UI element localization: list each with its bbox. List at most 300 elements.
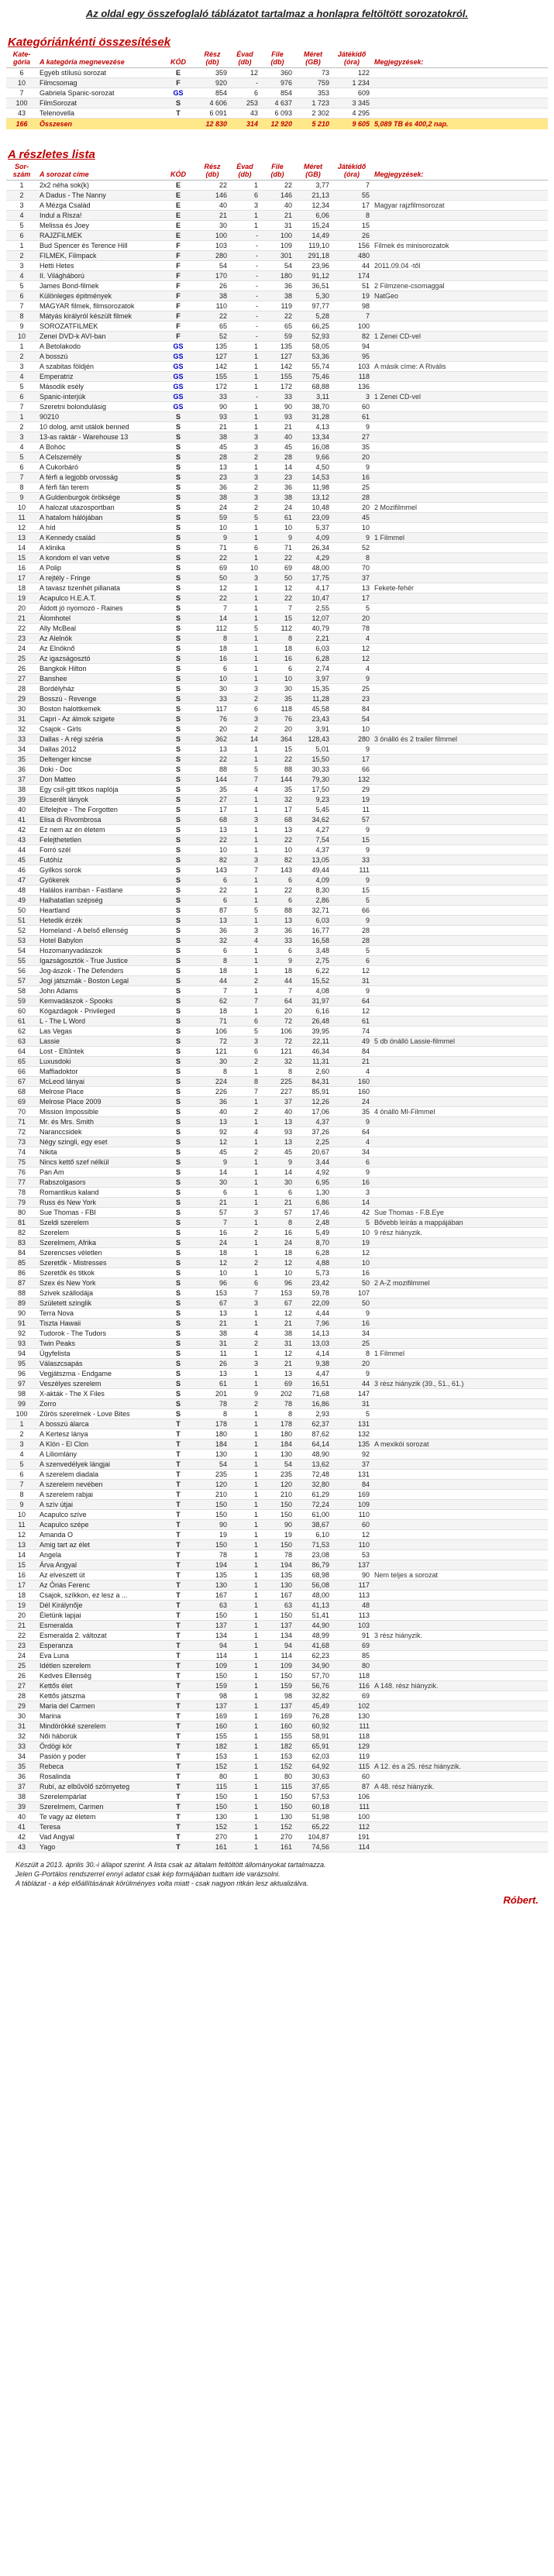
episodes-cell: 32	[195, 936, 229, 946]
seasons-cell: 1	[229, 1621, 260, 1631]
runtime-hours-cell: 12	[332, 1530, 372, 1540]
code-cell: S	[161, 674, 195, 684]
category-row	[6, 68, 548, 78]
code-cell: T	[161, 1671, 195, 1681]
runtime-hours-cell: 25	[332, 1339, 372, 1349]
files-cell: 78	[260, 1550, 294, 1560]
code-cell: S	[161, 1339, 195, 1349]
row-number-cell: 15	[6, 1560, 37, 1570]
episodes-cell: 54	[195, 261, 229, 271]
runtime-hours-cell: 131	[332, 1419, 372, 1429]
series-row	[6, 382, 548, 392]
seasons-cell: 2	[229, 1107, 260, 1117]
size-gb-cell: 30,63	[294, 1772, 332, 1782]
series-row	[6, 483, 548, 493]
remarks-cell	[372, 442, 548, 452]
remarks-cell	[372, 1721, 548, 1732]
series-title-cell: Twin Peaks	[37, 1339, 161, 1349]
remarks-cell: Magyar rajzfilmsorozat	[372, 201, 548, 211]
series-row	[6, 1671, 548, 1681]
size-gb-cell: 51,98	[294, 1812, 332, 1822]
row-number-cell: 8	[6, 483, 37, 493]
episodes-cell: 134	[195, 1631, 229, 1641]
size-gb-cell: 17,75	[294, 573, 332, 583]
files-cell: 142	[260, 362, 294, 372]
size-gb-cell: 16,77	[294, 926, 332, 936]
series-row	[6, 1419, 548, 1429]
code-cell: T	[161, 1732, 195, 1742]
files-cell: 13	[260, 1369, 294, 1379]
code-cell: S	[161, 1379, 195, 1389]
row-number-cell: 37	[6, 775, 37, 785]
episodes-cell: 21	[195, 1198, 229, 1208]
code-cell: S	[161, 724, 195, 734]
code-cell: S	[161, 422, 195, 432]
seasons-cell: 1	[229, 1832, 260, 1842]
files-cell: 72	[260, 1037, 294, 1047]
files-cell: 50	[260, 573, 294, 583]
code-cell: S	[161, 483, 195, 493]
row-number-cell: 99	[6, 1399, 37, 1409]
code-cell: S	[161, 1389, 195, 1399]
episodes-cell: 71	[195, 1016, 229, 1027]
episodes-cell: 52	[195, 332, 229, 342]
remarks-cell	[372, 311, 548, 322]
size-gb-cell: 5,73	[294, 1268, 332, 1278]
row-number-cell: 19	[6, 1601, 37, 1611]
series-title-cell: Kógazdagok - Privileged	[37, 1006, 161, 1016]
code-cell: S	[161, 543, 195, 553]
runtime-hours-cell: 3 345	[332, 98, 372, 108]
series-row	[6, 342, 548, 352]
episodes-cell: 22	[195, 886, 229, 896]
size-gb-cell: 5,28	[294, 311, 332, 322]
code-cell: T	[161, 1762, 195, 1772]
seasons-cell: 1	[229, 1117, 260, 1127]
remarks-cell	[372, 1822, 548, 1832]
row-number-cell: 67	[6, 1077, 37, 1087]
series-title-cell: A bosszú	[37, 352, 161, 362]
series-title-cell: Terra Nova	[37, 1309, 161, 1319]
series-row	[6, 694, 548, 704]
size-gb-cell: 41,13	[294, 1601, 332, 1611]
series-row	[6, 1530, 548, 1540]
size-gb-cell: 6,06	[294, 211, 332, 221]
remarks-cell	[372, 986, 548, 996]
remarks-cell	[372, 694, 548, 704]
size-gb-cell: 3,11	[294, 392, 332, 402]
code-cell: S	[161, 694, 195, 704]
code-cell: S	[161, 1137, 195, 1147]
series-row	[6, 865, 548, 875]
code-cell: S	[161, 98, 195, 108]
runtime-hours-cell: 66	[332, 765, 372, 775]
row-number-cell: 50	[6, 906, 37, 916]
series-row	[6, 745, 548, 755]
series-row	[6, 1691, 548, 1701]
remarks-cell	[372, 976, 548, 986]
row-number-cell: 96	[6, 1369, 37, 1379]
row-number-cell: 100	[6, 1409, 37, 1419]
seasons-cell: -	[229, 322, 260, 332]
series-title-cell: Szeretni bolondulásig	[37, 402, 161, 412]
code-cell: E	[161, 231, 195, 241]
files-cell: 72	[260, 1016, 294, 1027]
episodes-cell: 109	[195, 1661, 229, 1671]
series-title-cell: Don Matteo	[37, 775, 161, 785]
series-title-cell: Ördögi kör	[37, 1742, 161, 1752]
series-row	[6, 1480, 548, 1490]
remarks-cell: NatGeo	[372, 291, 548, 301]
series-row	[6, 352, 548, 362]
files-cell: 146	[260, 191, 294, 201]
episodes-cell: 40	[195, 1107, 229, 1117]
episodes-cell: 12	[195, 1258, 229, 1268]
seasons-cell: 2	[229, 483, 260, 493]
size-gb-cell: 15,24	[294, 221, 332, 231]
files-cell: 21	[260, 1359, 294, 1369]
series-title-cell: Melrose Place	[37, 1087, 161, 1097]
series-row	[6, 1228, 548, 1238]
series-title-cell: Szerelempárlat	[37, 1792, 161, 1802]
row-number-cell: 6	[6, 291, 37, 301]
series-row	[6, 1067, 548, 1077]
files-cell: 90	[260, 1520, 294, 1530]
size-gb-cell: 60,18	[294, 1802, 332, 1812]
runtime-hours-cell: 131	[332, 1470, 372, 1480]
row-number-cell: 42	[6, 1832, 37, 1842]
remarks-cell	[372, 553, 548, 563]
remarks-cell	[372, 563, 548, 573]
runtime-hours-cell: 8	[332, 1349, 372, 1359]
files-cell: 153	[260, 1288, 294, 1298]
runtime-hours-cell: 9	[332, 825, 372, 835]
episodes-cell: 45	[195, 442, 229, 452]
size-gb-cell: 5,30	[294, 291, 332, 301]
row-number-cell: 10	[6, 1510, 37, 1520]
size-gb-cell: 9,66	[294, 452, 332, 463]
code-cell: S	[161, 996, 195, 1006]
remarks-cell	[372, 855, 548, 865]
column-header-seasons: Évad (db)	[229, 50, 260, 68]
seasons-cell: 1	[229, 1097, 260, 1107]
size-gb-cell: 37,26	[294, 1127, 332, 1137]
runtime-hours-cell: 4	[332, 1067, 372, 1077]
remarks-cell	[372, 1591, 548, 1601]
series-title-cell: A Betolakodo	[37, 342, 161, 352]
code-cell: T	[161, 1611, 195, 1621]
code-cell: E	[161, 191, 195, 201]
signature: Róbert.	[503, 1894, 539, 1906]
series-title-cell: Rubí, az elbűvölő szörnyeteg	[37, 1782, 161, 1792]
files-cell: 854	[260, 88, 294, 98]
episodes-cell: 87	[195, 906, 229, 916]
runtime-hours-cell: 84	[332, 1480, 372, 1490]
row-number-cell: 59	[6, 996, 37, 1006]
episodes-cell: 54	[195, 1460, 229, 1470]
seasons-cell: 1	[229, 1460, 260, 1470]
size-gb-cell: 2,93	[294, 1409, 332, 1419]
row-number-cell: 54	[6, 946, 37, 956]
files-cell: 54	[260, 261, 294, 271]
series-title-cell: Veszélyes szerelem	[37, 1379, 161, 1389]
row-number-cell: 69	[6, 1097, 37, 1107]
code-cell: F	[161, 261, 195, 271]
runtime-hours-cell: 9	[332, 533, 372, 543]
files-cell: 130	[260, 1812, 294, 1822]
row-number-cell: 32	[6, 1732, 37, 1742]
size-gb-cell: 84,31	[294, 1077, 332, 1087]
episodes-cell: 26	[195, 1359, 229, 1369]
runtime-hours-cell: 169	[332, 1490, 372, 1500]
code-cell: S	[161, 805, 195, 815]
files-cell: 8	[260, 1218, 294, 1228]
code-cell: S	[161, 714, 195, 724]
size-gb-cell: 14,49	[294, 231, 332, 241]
runtime-hours-cell: 31	[332, 1399, 372, 1409]
series-title-cell: Mr. és Mrs. Smith	[37, 1117, 161, 1127]
remarks-cell: A mexikói sorozat	[372, 1439, 548, 1450]
series-title-cell: Szeretők és titkok	[37, 1268, 161, 1278]
size-gb-cell: 51,41	[294, 1611, 332, 1621]
episodes-cell: 137	[195, 1621, 229, 1631]
remarks-cell	[372, 946, 548, 956]
remarks-cell	[372, 372, 548, 382]
size-gb-cell: 2,21	[294, 634, 332, 644]
size-gb-cell: 26,48	[294, 1016, 332, 1027]
runtime-hours-cell: 5	[332, 1218, 372, 1228]
remarks-cell	[372, 896, 548, 906]
seasons-cell: 1	[229, 614, 260, 624]
row-number-cell: 49	[6, 896, 37, 906]
episodes-cell: 33	[195, 694, 229, 704]
row-number-cell: 12	[6, 1530, 37, 1540]
remarks-cell	[372, 1641, 548, 1651]
series-row	[6, 1721, 548, 1732]
remarks-cell	[372, 422, 548, 432]
files-cell: 22	[260, 755, 294, 765]
series-title-cell: Nincs kettő szef nélkül	[37, 1157, 161, 1168]
files-cell: 227	[260, 1087, 294, 1097]
runtime-hours-cell: 91	[332, 1631, 372, 1641]
row-number-cell: 5	[6, 1460, 37, 1470]
series-row	[6, 1006, 548, 1016]
runtime-hours-cell: 111	[332, 1802, 372, 1812]
runtime-hours-cell: 8	[332, 211, 372, 221]
series-row	[6, 191, 548, 201]
seasons-cell: 7	[229, 1087, 260, 1097]
row-number-cell: 5	[6, 382, 37, 392]
category-table-header	[6, 50, 548, 68]
files-cell: 63	[260, 1601, 294, 1611]
seasons-cell: 1	[229, 342, 260, 352]
runtime-hours-cell: 100	[332, 322, 372, 332]
episodes-cell: 153	[195, 1752, 229, 1762]
code-cell: S	[161, 583, 195, 593]
runtime-hours-cell: 15	[332, 886, 372, 896]
row-number-cell: 68	[6, 1087, 37, 1097]
remarks-cell	[372, 1732, 548, 1742]
episodes-cell: 78	[195, 1550, 229, 1560]
files-cell: 35	[260, 694, 294, 704]
row-number-cell: 95	[6, 1359, 37, 1369]
size-gb-cell: 68,88	[294, 382, 332, 392]
episodes-cell: 36	[195, 1097, 229, 1107]
row-number-cell: 28	[6, 684, 37, 694]
series-title-cell: Szex és New York	[37, 1278, 161, 1288]
remarks-cell	[372, 664, 548, 674]
files-cell: 270	[260, 1832, 294, 1842]
row-number-cell: 52	[6, 926, 37, 936]
runtime-hours-cell: 7	[332, 181, 372, 191]
category-row	[6, 88, 548, 98]
row-number-cell: 38	[6, 785, 37, 795]
series-title-cell: Las Vegas	[37, 1027, 161, 1037]
episodes-cell: 16	[195, 1228, 229, 1238]
code-cell: S	[161, 1067, 195, 1077]
series-row	[6, 1319, 548, 1329]
row-number-cell: 42	[6, 825, 37, 835]
remarks-cell	[372, 1550, 548, 1560]
size-gb-cell: 3,91	[294, 724, 332, 734]
runtime-hours-cell: 20	[332, 452, 372, 463]
seasons-cell: 1	[229, 1742, 260, 1752]
size-gb-cell: 13,03	[294, 1339, 332, 1349]
remarks-cell	[372, 1157, 548, 1168]
series-title-cell: Zorro	[37, 1399, 161, 1409]
series-title-cell: Maffiadoktor	[37, 1067, 161, 1077]
series-title-cell: Ally McBeal	[37, 624, 161, 634]
seasons-cell: 1	[229, 593, 260, 604]
episodes-cell: 155	[195, 1732, 229, 1742]
runtime-hours-cell: 45	[332, 513, 372, 523]
files-cell: 35	[260, 785, 294, 795]
runtime-hours-cell: 191	[332, 1832, 372, 1842]
seasons-cell: 1	[229, 805, 260, 815]
code-cell: S	[161, 1027, 195, 1037]
files-cell: 68	[260, 815, 294, 825]
seasons-cell: 3	[229, 201, 260, 211]
seasons-cell: 6	[229, 1278, 260, 1288]
episodes-cell: 11	[195, 1349, 229, 1359]
column-header-code: KÓD	[161, 163, 195, 181]
remarks-cell	[372, 875, 548, 886]
row-number-cell: 27	[6, 674, 37, 684]
seasons-cell: 2	[229, 694, 260, 704]
total-remarks-cell: 5,089 TB és 400,2 nap.	[372, 119, 548, 130]
code-cell: S	[161, 815, 195, 825]
series-title-cell: Vad Angyal	[37, 1832, 161, 1842]
size-gb-cell: 13,12	[294, 493, 332, 503]
code-cell: T	[161, 1530, 195, 1540]
series-row	[6, 1037, 548, 1047]
series-row	[6, 1661, 548, 1671]
runtime-hours-cell: 156	[332, 241, 372, 251]
episodes-cell: 38	[195, 432, 229, 442]
runtime-hours-cell: 113	[332, 1611, 372, 1621]
series-title-cell: A Klón - El Clon	[37, 1439, 161, 1450]
files-cell: 135	[260, 342, 294, 352]
remarks-cell	[372, 452, 548, 463]
series-title-cell: Szerelem	[37, 1228, 161, 1238]
files-cell: 152	[260, 1762, 294, 1772]
series-row	[6, 1329, 548, 1339]
code-cell: F	[161, 291, 195, 301]
seasons-cell: 3	[229, 1298, 260, 1309]
series-row	[6, 634, 548, 644]
code-cell: T	[161, 1591, 195, 1601]
seasons-cell: 3	[229, 473, 260, 483]
runtime-hours-cell: 118	[332, 1732, 372, 1742]
episodes-cell: 27	[195, 795, 229, 805]
size-gb-cell: 2,75	[294, 956, 332, 966]
series-title-cell: A szerelem rabjai	[37, 1490, 161, 1500]
seasons-cell: 3	[229, 1037, 260, 1047]
series-row	[6, 644, 548, 654]
remarks-cell	[372, 604, 548, 614]
runtime-hours-cell: 4	[332, 664, 372, 674]
series-row	[6, 211, 548, 221]
seasons-cell: 2	[229, 1339, 260, 1349]
size-gb-cell: 4,37	[294, 1117, 332, 1127]
runtime-hours-cell: 10	[332, 1228, 372, 1238]
episodes-cell: 10	[195, 523, 229, 533]
runtime-hours-cell: 111	[332, 865, 372, 875]
size-gb-cell: 85,91	[294, 1087, 332, 1097]
series-title-cell: Született szinglik	[37, 1298, 161, 1309]
series-title-cell: Igazságosztók - True Justice	[37, 956, 161, 966]
row-number-cell: 92	[6, 1329, 37, 1339]
episodes-cell: 6	[195, 875, 229, 886]
row-number-cell: 35	[6, 755, 37, 765]
code-cell: S	[161, 875, 195, 886]
remarks-cell	[372, 1178, 548, 1188]
size-gb-cell: 2,74	[294, 664, 332, 674]
seasons-cell: 1	[229, 1570, 260, 1580]
runtime-hours-cell: 112	[332, 1822, 372, 1832]
code-cell: T	[161, 1631, 195, 1641]
series-title-cell: Dallas 2012	[37, 745, 161, 755]
series-row	[6, 795, 548, 805]
code-cell: S	[161, 553, 195, 563]
series-title-cell: Heartland	[37, 906, 161, 916]
seasons-cell: -	[229, 241, 260, 251]
series-title-cell: Elisa di Rivombrosa	[37, 815, 161, 825]
series-title-cell: Szerencses véletlen	[37, 1248, 161, 1258]
code-cell: S	[161, 825, 195, 835]
seasons-cell: 1	[229, 463, 260, 473]
files-cell: 10	[260, 674, 294, 684]
series-title-cell: Ez nem az én életem	[37, 825, 161, 835]
remarks-cell	[372, 845, 548, 855]
episodes-cell: 115	[195, 1782, 229, 1792]
series-title-cell: Pan Am	[37, 1168, 161, 1178]
code-cell: S	[161, 956, 195, 966]
row-number-cell: 51	[6, 916, 37, 926]
size-gb-cell: 74,56	[294, 1842, 332, 1852]
files-cell: 20	[260, 724, 294, 734]
row-number-cell: 45	[6, 855, 37, 865]
remarks-cell	[372, 68, 548, 78]
row-number-cell: 55	[6, 956, 37, 966]
size-gb-cell: 16,08	[294, 442, 332, 452]
episodes-cell: 38	[195, 493, 229, 503]
size-gb-cell: 48,00	[294, 1591, 332, 1601]
column-header-episodes: Rész (db)	[195, 163, 229, 181]
code-cell: T	[161, 1822, 195, 1832]
footer-line-2: Jelen G-Portálos rendszerrel ennyi adatot csak kép formájában tudtam ide varázsolni.	[15, 1870, 280, 1878]
code-cell: T	[161, 1460, 195, 1470]
